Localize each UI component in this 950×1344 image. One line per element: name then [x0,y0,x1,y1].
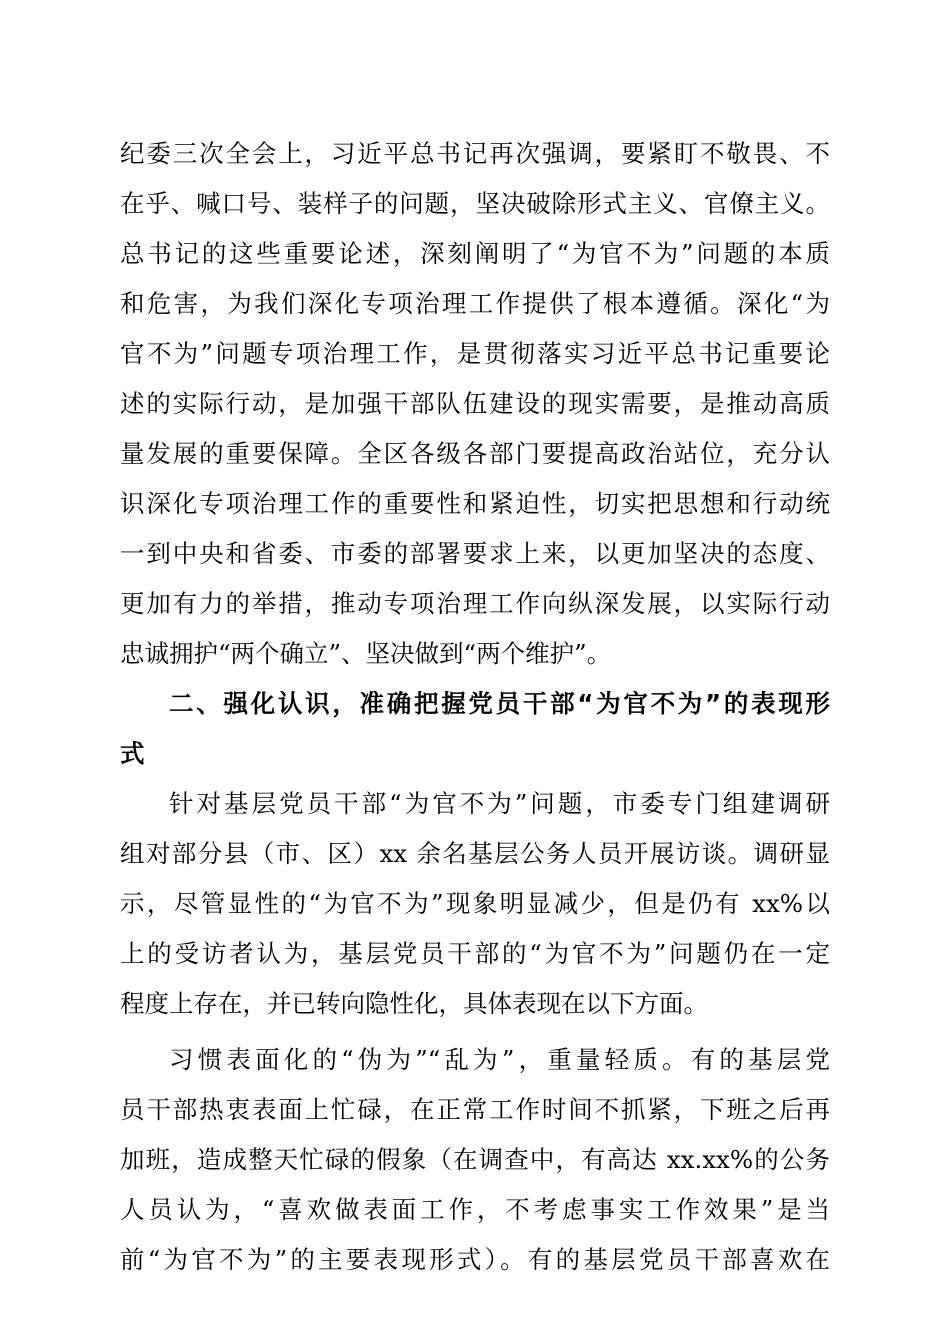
paragraph-line: 员干部热衷表面上忙碌，在正常工作时间不抓紧，下班之后再 [120,1095,830,1124]
paragraph-line: 和危害，为我们深化专项治理工作提供了根本遵循。深化“为 [120,289,830,318]
paragraph-line: 上的受访者认为，基层党员干部的“为官不为”问题仍在一定 [120,939,830,968]
paragraph-line: 官不为”问题专项治理工作，是贯彻落实习近平总书记重要论 [120,339,830,368]
paragraph-line: 述的实际行动，是加强干部队伍建设的现实需要，是推动高质 [120,389,830,418]
paragraph-line: 忠诚拥护“两个确立”、坚决做到“两个维护”。 [120,639,612,668]
paragraph-line: 总书记的这些重要论述，深刻阐明了“为官不为”问题的本质 [120,239,830,268]
paragraph-line: 组对部分县（市、区）xx 余名基层公务人员开展访谈。调研显 [120,839,830,868]
paragraph-line: 习惯表面化的“伪为”“乱为”，重量轻质。有的基层党 [169,1045,830,1074]
paragraph-line: 纪委三次全会上，习近平总书记再次强调，要紧盯不敬畏、不 [120,139,830,168]
paragraph-line: 人员认为，“喜欢做表面工作，不考虑事实工作效果”是当 [120,1195,830,1224]
section-heading: 二、强化认识，准确把握党员干部“为官不为”的表现形 [169,689,830,718]
paragraph-line: 在乎、喊口号、装样子的问题，坚决破除形式主义、官僚主义。 [120,189,830,218]
paragraph-line: 识深化专项治理工作的重要性和紧迫性，切实把思想和行动统 [120,489,830,518]
paragraph-line: 量发展的重要保障。全区各级各部门要提高政治站位，充分认 [120,439,830,468]
paragraph-line: 加班，造成整天忙碌的假象（在调查中，有高达 xx.xx%的公务 [120,1145,830,1174]
paragraph-line: 更加有力的举措，推动专项治理工作向纵深发展，以实际行动 [120,589,830,618]
paragraph-line: 程度上存在，并已转向隐性化，具体表现在以下方面。 [120,989,708,1018]
paragraph-line: 前“为官不为”的主要表现形式）。有的基层党员干部喜欢在 [120,1245,830,1274]
paragraph-line: 一到中央和省委、市委的部署要求上来，以更加坚决的态度、 [120,539,830,568]
paragraph-line: 针对基层党员干部“为官不为”问题，市委专门组建调研 [169,789,830,818]
section-heading: 式 [120,739,145,768]
paragraph-line: 示，尽管显性的“为官不为”现象明显减少，但是仍有 xx%以 [120,889,830,918]
